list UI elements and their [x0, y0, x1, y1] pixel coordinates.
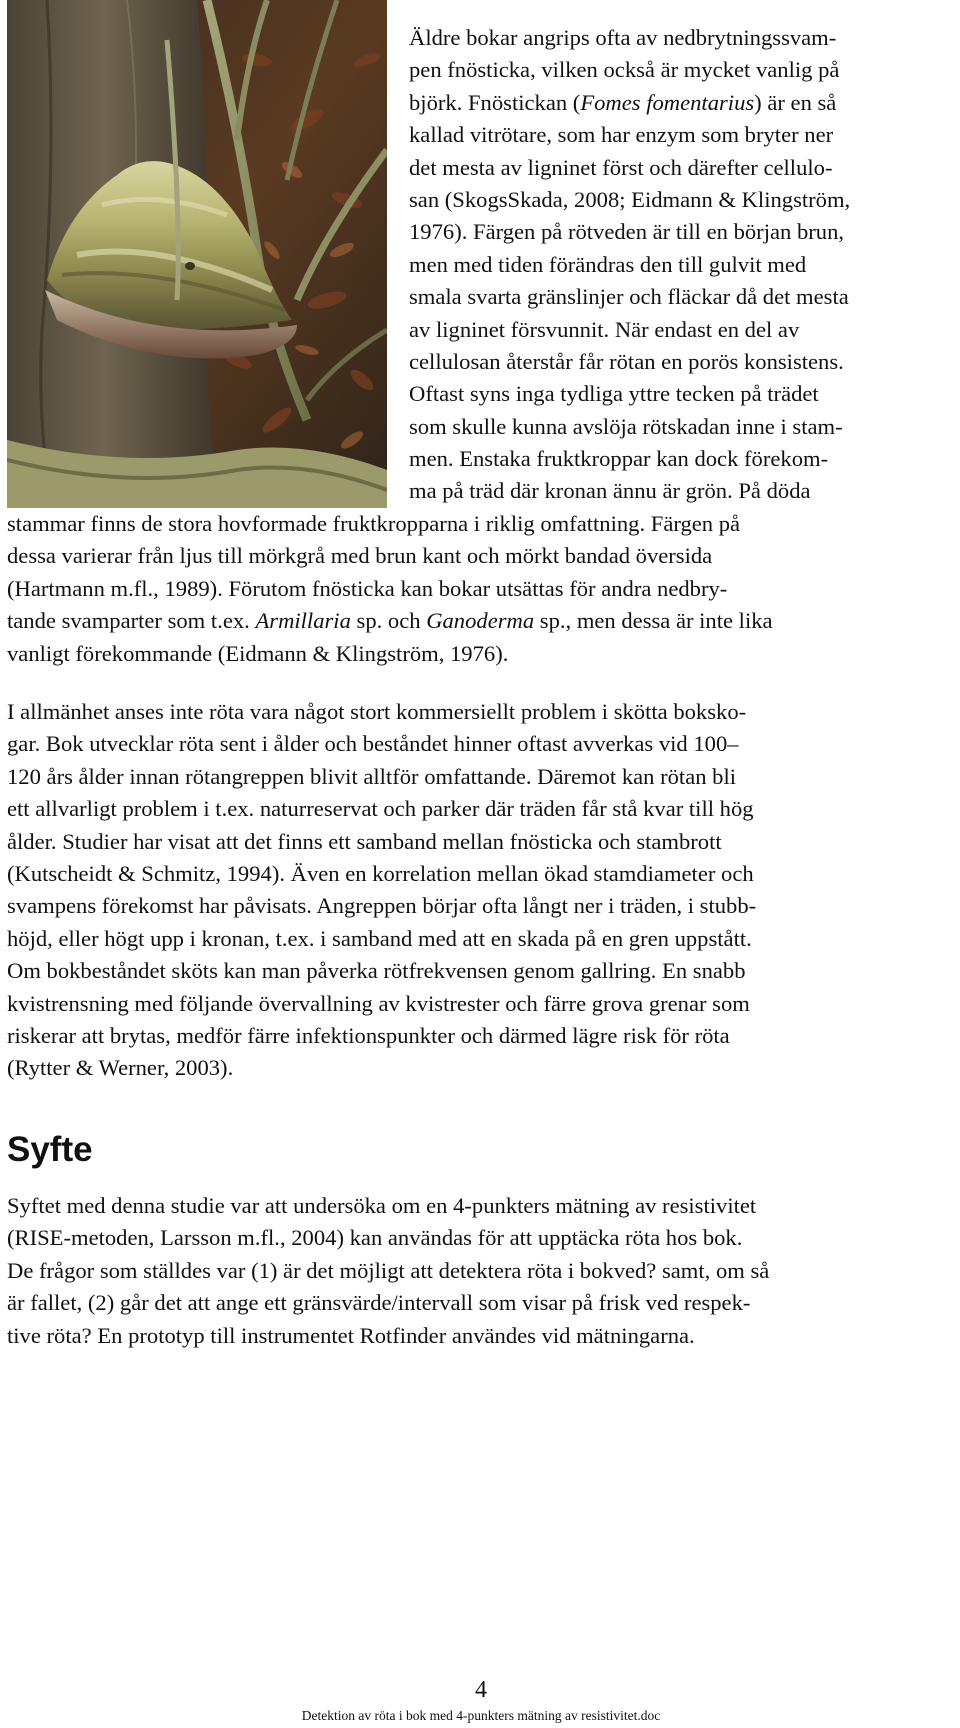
paragraph-1-full-width [7, 508, 955, 670]
text-line: Oftast syns inga tydliga yttre tecken på trädet [409, 381, 819, 407]
text-line: svampens förekomst har påvisats. Angreppen börjar ofta långt ner i träden, i stubb- [7, 893, 757, 919]
genus-name: Ganoderma [426, 608, 535, 634]
text-line: smala svarta gränslinjer och fläckar då det mesta [409, 284, 849, 310]
fungus-photo [7, 0, 387, 508]
section-heading: Syfte [7, 1130, 93, 1169]
text-line: gar. Bok utvecklar röta sent i ålder och beståndet hinner oftast avverkas vid 100– [7, 731, 739, 757]
species-name: Fomes fomentarius [580, 89, 755, 115]
text-line: pen fnösticka, vilken också är mycket vanlig på [409, 57, 840, 83]
text-line: ma på träd där kronan ännu är grön. På döda [409, 478, 811, 504]
text-line: som skulle kunna avslöja rötskadan inne i stam- [409, 413, 843, 439]
text-segment: sp. och [350, 608, 427, 634]
text-line: 1976). Färgen på rötveden är till en början brun, [409, 219, 845, 245]
paragraph-1-beside-image [409, 22, 955, 508]
text-line [7, 605, 955, 637]
text-line: (Kutscheidt & Schmitz, 1994). Även en korrelation mellan ökad stamdiameter och [7, 860, 754, 886]
genus-name: Armillaria [255, 608, 351, 634]
page-footer: Detektion av röta i bok med 4-punkters mätning av resistivitet.doc [301, 1708, 661, 1723]
text-line: riskerar att brytas, medför färre infektionspunkter och därmed lägre risk för röta [7, 1022, 730, 1048]
text-line: av ligninet försvunnit. När endast en del av [409, 316, 800, 342]
text-line [409, 87, 955, 119]
text-line: Syftet med denna studie var att undersöka om en 4-punkters mätning av resistivitet [7, 1193, 757, 1218]
text-line: kvistrensning med följande övervallning av kvistrester och färre grova grenar som [7, 990, 750, 1016]
fungus-photo-drawing [7, 0, 387, 508]
text-line: cellulosan återstår får rötan en porös konsistens. [409, 348, 844, 374]
text-line: stammar finns de stora hovformade fruktkropparna i riklig omfattning. Färgen på [7, 511, 741, 536]
text-line: Äldre bokar angrips ofta av nedbrytningssvam- [409, 25, 837, 50]
text-line: I allmänhet anses inte röta vara något stort kommersiellt problem i skötta boksko- [7, 699, 747, 724]
text-line: höjd, eller högt upp i kronan, t.ex. i samband med att en skada på en gren uppstått. [7, 925, 752, 951]
text-segment: tande svamparter som t.ex. [7, 608, 256, 634]
text-line: tive röta? En prototyp till instrumentet Rotfinder användes vid mätningarna. [7, 1322, 695, 1348]
text-line: ålder. Studier har visat att det finns ett samband mellan fnösticka och stambrott [7, 828, 722, 854]
text-line: kallad vitrötare, som har enzym som bryter ner [409, 122, 834, 148]
text-line: men. Enstaka fruktkroppar kan dock förekom- [409, 446, 829, 472]
text-line: dessa varierar från ljus till mörkgrå med brun kant och mörkt bandad översida [7, 543, 713, 569]
text-line: vanligt förekommande (Eidmann & Klingström, 1976). [7, 640, 509, 666]
text-line: ett allvarligt problem i t.ex. naturreservat och parker där träden får stå kvar till hög [7, 796, 754, 822]
text-segment: sp., men dessa är inte lika [534, 608, 773, 634]
text-segment: björk. Fnöstickan ( [409, 89, 581, 115]
text-line: san (SkogsSkada, 2008; Eidmann & Klingström, [409, 186, 851, 212]
section-paragraph [7, 1190, 955, 1352]
text-line: 120 års ålder innan rötangreppen blivit alltför omfattande. Däremot kan rötan bli [7, 763, 737, 789]
text-line: men med tiden förändras den till gulvit med [409, 251, 807, 277]
text-line: (RISE-metoden, Larsson m.fl., 2004) kan användas för att upptäcka röta hos bok. [7, 1225, 743, 1251]
text-line: (Hartmann m.fl., 1989). Förutom fnösticka kan bokar utsättas för andra nedbry- [7, 575, 728, 601]
text-segment: ) är en så [754, 89, 837, 115]
document-page [7, 0, 955, 1728]
text-line: är fallet, (2) går det att ange ett gränsvärde/intervall som visar på frisk ved respek- [7, 1290, 751, 1316]
text-line: (Rytter & Werner, 2003). [7, 1055, 234, 1081]
text-line: Om bokbeståndet sköts kan man påverka rötfrekvensen genom gallring. En snabb [7, 958, 746, 984]
text-line: det mesta av ligninet först och därefter cellulo- [409, 154, 833, 180]
paragraph-2 [7, 696, 955, 1085]
text-line: De frågor som ställdes var (1) är det möjligt att detektera röta i bokved? samt, om så [7, 1257, 770, 1283]
page-number: 4 [475, 1677, 487, 1703]
